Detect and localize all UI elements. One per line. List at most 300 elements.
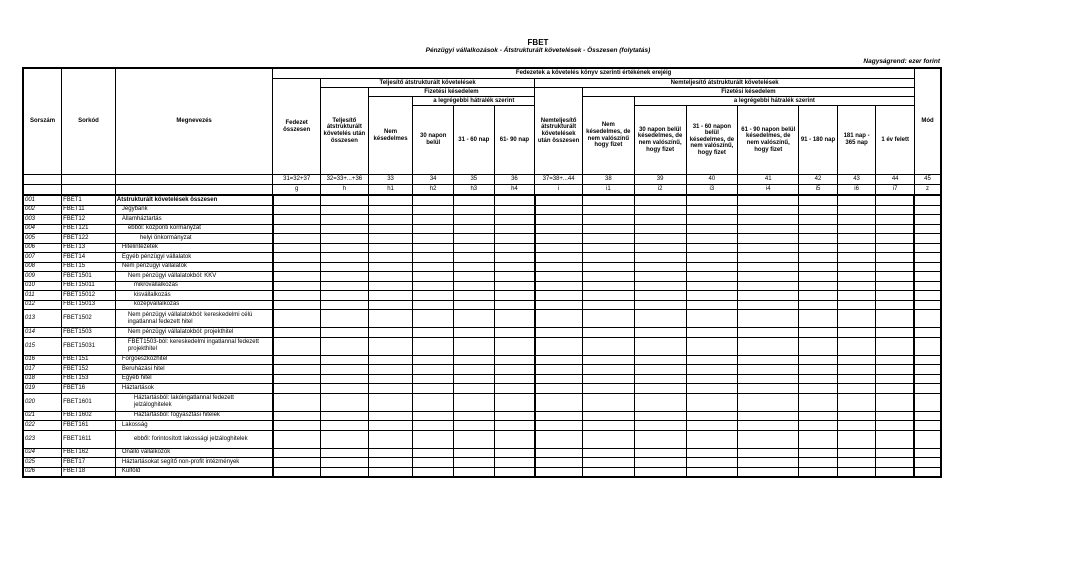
data-cell[interactable]	[686, 310, 738, 328]
data-cell[interactable]	[634, 421, 686, 431]
data-cell[interactable]	[413, 393, 454, 411]
data-cell[interactable]	[321, 291, 369, 301]
data-cell[interactable]	[686, 430, 738, 448]
data-cell[interactable]	[799, 430, 838, 448]
data-cell[interactable]	[582, 300, 634, 310]
data-cell[interactable]	[686, 272, 738, 282]
data-cell[interactable]	[413, 215, 454, 225]
data-cell[interactable]	[368, 411, 413, 421]
data-cell[interactable]	[582, 421, 634, 431]
data-cell[interactable]	[535, 374, 583, 384]
data-cell[interactable]	[876, 393, 915, 411]
data-cell[interactable]	[273, 310, 321, 328]
data-cell[interactable]	[413, 467, 454, 477]
data-cell[interactable]	[738, 215, 799, 225]
data-cell[interactable]	[914, 262, 941, 272]
data-cell[interactable]	[686, 448, 738, 458]
data-cell[interactable]	[876, 337, 915, 355]
data-cell[interactable]	[454, 411, 495, 421]
data-cell[interactable]	[413, 281, 454, 291]
data-cell[interactable]	[738, 234, 799, 244]
data-cell[interactable]	[535, 234, 583, 244]
data-cell[interactable]	[273, 215, 321, 225]
data-cell[interactable]	[837, 430, 876, 448]
data-cell[interactable]	[837, 291, 876, 301]
data-cell[interactable]	[273, 262, 321, 272]
data-cell[interactable]	[413, 365, 454, 375]
data-cell[interactable]	[413, 253, 454, 263]
data-cell[interactable]	[413, 262, 454, 272]
data-cell[interactable]	[634, 448, 686, 458]
data-cell[interactable]	[368, 291, 413, 301]
data-cell[interactable]	[413, 374, 454, 384]
data-cell[interactable]	[273, 365, 321, 375]
data-cell[interactable]	[454, 215, 495, 225]
data-cell[interactable]	[535, 393, 583, 411]
data-cell[interactable]	[582, 328, 634, 338]
data-cell[interactable]	[413, 234, 454, 244]
data-cell[interactable]	[368, 262, 413, 272]
data-cell[interactable]	[799, 300, 838, 310]
data-cell[interactable]	[321, 300, 369, 310]
data-cell[interactable]	[273, 421, 321, 431]
data-cell[interactable]	[837, 467, 876, 477]
data-cell[interactable]	[454, 310, 495, 328]
data-cell[interactable]	[799, 421, 838, 431]
data-cell[interactable]	[494, 355, 535, 365]
data-cell[interactable]	[494, 384, 535, 394]
data-cell[interactable]	[494, 234, 535, 244]
data-cell[interactable]	[494, 467, 535, 477]
data-cell[interactable]	[454, 458, 495, 468]
data-cell[interactable]	[686, 374, 738, 384]
data-cell[interactable]	[738, 310, 799, 328]
data-cell[interactable]	[413, 195, 454, 205]
data-cell[interactable]	[686, 411, 738, 421]
data-cell[interactable]	[634, 393, 686, 411]
data-cell[interactable]	[368, 195, 413, 205]
data-cell[interactable]	[634, 337, 686, 355]
data-cell[interactable]	[634, 365, 686, 375]
data-cell[interactable]	[634, 467, 686, 477]
data-cell[interactable]	[837, 337, 876, 355]
data-cell[interactable]	[273, 224, 321, 234]
data-cell[interactable]	[876, 205, 915, 215]
data-cell[interactable]	[876, 234, 915, 244]
data-cell[interactable]	[582, 215, 634, 225]
data-cell[interactable]	[686, 355, 738, 365]
data-cell[interactable]	[535, 195, 583, 205]
data-cell[interactable]	[494, 365, 535, 375]
data-cell[interactable]	[686, 195, 738, 205]
data-cell[interactable]	[914, 421, 941, 431]
data-cell[interactable]	[321, 355, 369, 365]
data-cell[interactable]	[535, 421, 583, 431]
data-cell[interactable]	[368, 328, 413, 338]
data-cell[interactable]	[837, 355, 876, 365]
data-cell[interactable]	[686, 337, 738, 355]
data-cell[interactable]	[837, 384, 876, 394]
data-cell[interactable]	[738, 374, 799, 384]
data-cell[interactable]	[799, 467, 838, 477]
data-cell[interactable]	[535, 467, 583, 477]
data-cell[interactable]	[837, 365, 876, 375]
data-cell[interactable]	[837, 328, 876, 338]
data-cell[interactable]	[738, 272, 799, 282]
data-cell[interactable]	[914, 365, 941, 375]
data-cell[interactable]	[634, 374, 686, 384]
data-cell[interactable]	[454, 291, 495, 301]
data-cell[interactable]	[273, 243, 321, 253]
data-cell[interactable]	[738, 262, 799, 272]
data-cell[interactable]	[321, 243, 369, 253]
data-cell[interactable]	[535, 205, 583, 215]
data-cell[interactable]	[686, 243, 738, 253]
data-cell[interactable]	[876, 458, 915, 468]
data-cell[interactable]	[494, 430, 535, 448]
data-cell[interactable]	[914, 393, 941, 411]
data-cell[interactable]	[914, 328, 941, 338]
data-cell[interactable]	[535, 291, 583, 301]
data-cell[interactable]	[494, 224, 535, 234]
data-cell[interactable]	[454, 281, 495, 291]
data-cell[interactable]	[837, 310, 876, 328]
data-cell[interactable]	[634, 195, 686, 205]
data-cell[interactable]	[686, 365, 738, 375]
data-cell[interactable]	[799, 337, 838, 355]
data-cell[interactable]	[454, 337, 495, 355]
data-cell[interactable]	[686, 300, 738, 310]
data-cell[interactable]	[634, 310, 686, 328]
data-cell[interactable]	[273, 393, 321, 411]
data-cell[interactable]	[837, 215, 876, 225]
data-cell[interactable]	[634, 430, 686, 448]
data-cell[interactable]	[454, 205, 495, 215]
data-cell[interactable]	[686, 467, 738, 477]
data-cell[interactable]	[582, 393, 634, 411]
data-cell[interactable]	[914, 253, 941, 263]
data-cell[interactable]	[837, 224, 876, 234]
data-cell[interactable]	[634, 300, 686, 310]
data-cell[interactable]	[582, 224, 634, 234]
data-cell[interactable]	[321, 328, 369, 338]
data-cell[interactable]	[914, 300, 941, 310]
data-cell[interactable]	[686, 253, 738, 263]
data-cell[interactable]	[634, 243, 686, 253]
data-cell[interactable]	[454, 393, 495, 411]
data-cell[interactable]	[494, 421, 535, 431]
data-cell[interactable]	[634, 234, 686, 244]
data-cell[interactable]	[686, 458, 738, 468]
data-cell[interactable]	[799, 384, 838, 394]
data-cell[interactable]	[876, 272, 915, 282]
data-cell[interactable]	[535, 448, 583, 458]
data-cell[interactable]	[799, 458, 838, 468]
data-cell[interactable]	[535, 262, 583, 272]
data-cell[interactable]	[738, 253, 799, 263]
data-cell[interactable]	[634, 281, 686, 291]
data-cell[interactable]	[454, 195, 495, 205]
data-cell[interactable]	[876, 262, 915, 272]
data-cell[interactable]	[686, 224, 738, 234]
data-cell[interactable]	[876, 467, 915, 477]
data-cell[interactable]	[454, 224, 495, 234]
data-cell[interactable]	[494, 215, 535, 225]
data-cell[interactable]	[738, 421, 799, 431]
data-cell[interactable]	[799, 243, 838, 253]
data-cell[interactable]	[634, 328, 686, 338]
data-cell[interactable]	[321, 281, 369, 291]
data-cell[interactable]	[368, 224, 413, 234]
data-cell[interactable]	[454, 384, 495, 394]
data-cell[interactable]	[368, 448, 413, 458]
data-cell[interactable]	[535, 243, 583, 253]
data-cell[interactable]	[535, 215, 583, 225]
data-cell[interactable]	[321, 205, 369, 215]
data-cell[interactable]	[494, 291, 535, 301]
data-cell[interactable]	[368, 384, 413, 394]
data-cell[interactable]	[914, 215, 941, 225]
data-cell[interactable]	[876, 195, 915, 205]
data-cell[interactable]	[634, 458, 686, 468]
data-cell[interactable]	[454, 430, 495, 448]
data-cell[interactable]	[799, 310, 838, 328]
data-cell[interactable]	[582, 384, 634, 394]
data-cell[interactable]	[494, 411, 535, 421]
data-cell[interactable]	[738, 243, 799, 253]
data-cell[interactable]	[837, 205, 876, 215]
data-cell[interactable]	[273, 195, 321, 205]
data-cell[interactable]	[535, 384, 583, 394]
data-cell[interactable]	[876, 291, 915, 301]
data-cell[interactable]	[368, 281, 413, 291]
data-cell[interactable]	[494, 448, 535, 458]
data-cell[interactable]	[837, 234, 876, 244]
data-cell[interactable]	[686, 262, 738, 272]
data-cell[interactable]	[454, 234, 495, 244]
data-cell[interactable]	[413, 243, 454, 253]
data-cell[interactable]	[738, 467, 799, 477]
data-cell[interactable]	[914, 430, 941, 448]
data-cell[interactable]	[321, 215, 369, 225]
data-cell[interactable]	[454, 365, 495, 375]
data-cell[interactable]	[494, 262, 535, 272]
data-cell[interactable]	[582, 243, 634, 253]
data-cell[interactable]	[321, 458, 369, 468]
data-cell[interactable]	[413, 291, 454, 301]
data-cell[interactable]	[799, 234, 838, 244]
data-cell[interactable]	[321, 262, 369, 272]
data-cell[interactable]	[799, 224, 838, 234]
data-cell[interactable]	[535, 337, 583, 355]
data-cell[interactable]	[837, 253, 876, 263]
data-cell[interactable]	[914, 467, 941, 477]
data-cell[interactable]	[535, 310, 583, 328]
data-cell[interactable]	[273, 300, 321, 310]
data-cell[interactable]	[582, 448, 634, 458]
data-cell[interactable]	[582, 253, 634, 263]
data-cell[interactable]	[273, 411, 321, 421]
data-cell[interactable]	[914, 272, 941, 282]
data-cell[interactable]	[837, 262, 876, 272]
data-cell[interactable]	[413, 355, 454, 365]
data-cell[interactable]	[413, 272, 454, 282]
data-cell[interactable]	[582, 337, 634, 355]
data-cell[interactable]	[876, 310, 915, 328]
data-cell[interactable]	[738, 328, 799, 338]
data-cell[interactable]	[799, 448, 838, 458]
data-cell[interactable]	[582, 281, 634, 291]
data-cell[interactable]	[535, 328, 583, 338]
data-cell[interactable]	[321, 272, 369, 282]
data-cell[interactable]	[454, 355, 495, 365]
data-cell[interactable]	[686, 393, 738, 411]
data-cell[interactable]	[368, 421, 413, 431]
data-cell[interactable]	[273, 291, 321, 301]
data-cell[interactable]	[634, 411, 686, 421]
data-cell[interactable]	[876, 355, 915, 365]
data-cell[interactable]	[535, 365, 583, 375]
data-cell[interactable]	[454, 328, 495, 338]
data-cell[interactable]	[686, 234, 738, 244]
data-cell[interactable]	[876, 421, 915, 431]
data-cell[interactable]	[914, 224, 941, 234]
data-cell[interactable]	[454, 262, 495, 272]
data-cell[interactable]	[413, 310, 454, 328]
data-cell[interactable]	[321, 195, 369, 205]
data-cell[interactable]	[368, 374, 413, 384]
data-cell[interactable]	[273, 430, 321, 448]
data-cell[interactable]	[914, 458, 941, 468]
data-cell[interactable]	[413, 384, 454, 394]
data-cell[interactable]	[837, 272, 876, 282]
data-cell[interactable]	[738, 448, 799, 458]
data-cell[interactable]	[494, 205, 535, 215]
data-cell[interactable]	[876, 430, 915, 448]
data-cell[interactable]	[914, 448, 941, 458]
data-cell[interactable]	[321, 384, 369, 394]
data-cell[interactable]	[738, 411, 799, 421]
data-cell[interactable]	[582, 262, 634, 272]
data-cell[interactable]	[876, 328, 915, 338]
data-cell[interactable]	[582, 291, 634, 301]
data-cell[interactable]	[876, 411, 915, 421]
data-cell[interactable]	[535, 411, 583, 421]
data-cell[interactable]	[273, 337, 321, 355]
data-cell[interactable]	[799, 393, 838, 411]
data-cell[interactable]	[799, 374, 838, 384]
data-cell[interactable]	[799, 205, 838, 215]
data-cell[interactable]	[454, 374, 495, 384]
data-cell[interactable]	[494, 310, 535, 328]
data-cell[interactable]	[368, 355, 413, 365]
data-cell[interactable]	[413, 300, 454, 310]
data-cell[interactable]	[634, 272, 686, 282]
data-cell[interactable]	[738, 281, 799, 291]
data-cell[interactable]	[914, 195, 941, 205]
data-cell[interactable]	[535, 458, 583, 468]
data-cell[interactable]	[738, 195, 799, 205]
data-cell[interactable]	[634, 215, 686, 225]
data-cell[interactable]	[738, 430, 799, 448]
data-cell[interactable]	[686, 291, 738, 301]
data-cell[interactable]	[494, 243, 535, 253]
data-cell[interactable]	[799, 365, 838, 375]
data-cell[interactable]	[799, 253, 838, 263]
data-cell[interactable]	[876, 281, 915, 291]
data-cell[interactable]	[837, 300, 876, 310]
data-cell[interactable]	[914, 411, 941, 421]
data-cell[interactable]	[535, 355, 583, 365]
data-cell[interactable]	[368, 310, 413, 328]
data-cell[interactable]	[837, 458, 876, 468]
data-cell[interactable]	[535, 272, 583, 282]
data-cell[interactable]	[634, 384, 686, 394]
data-cell[interactable]	[738, 458, 799, 468]
data-cell[interactable]	[876, 365, 915, 375]
data-cell[interactable]	[582, 205, 634, 215]
data-cell[interactable]	[686, 205, 738, 215]
data-cell[interactable]	[273, 253, 321, 263]
data-cell[interactable]	[738, 355, 799, 365]
data-cell[interactable]	[799, 195, 838, 205]
data-cell[interactable]	[535, 253, 583, 263]
data-cell[interactable]	[494, 195, 535, 205]
data-cell[interactable]	[413, 328, 454, 338]
data-cell[interactable]	[368, 467, 413, 477]
data-cell[interactable]	[686, 281, 738, 291]
data-cell[interactable]	[368, 253, 413, 263]
data-cell[interactable]	[837, 374, 876, 384]
data-cell[interactable]	[799, 291, 838, 301]
data-cell[interactable]	[273, 234, 321, 244]
data-cell[interactable]	[368, 337, 413, 355]
data-cell[interactable]	[837, 243, 876, 253]
data-cell[interactable]	[799, 328, 838, 338]
data-cell[interactable]	[799, 355, 838, 365]
data-cell[interactable]	[368, 234, 413, 244]
data-cell[interactable]	[321, 374, 369, 384]
data-cell[interactable]	[273, 384, 321, 394]
data-cell[interactable]	[494, 272, 535, 282]
data-cell[interactable]	[914, 384, 941, 394]
data-cell[interactable]	[876, 300, 915, 310]
data-cell[interactable]	[368, 365, 413, 375]
data-cell[interactable]	[368, 458, 413, 468]
data-cell[interactable]	[738, 384, 799, 394]
data-cell[interactable]	[273, 205, 321, 215]
data-cell[interactable]	[634, 291, 686, 301]
data-cell[interactable]	[914, 243, 941, 253]
data-cell[interactable]	[413, 224, 454, 234]
data-cell[interactable]	[368, 300, 413, 310]
data-cell[interactable]	[582, 365, 634, 375]
data-cell[interactable]	[914, 291, 941, 301]
data-cell[interactable]	[582, 411, 634, 421]
data-cell[interactable]	[368, 272, 413, 282]
data-cell[interactable]	[582, 310, 634, 328]
data-cell[interactable]	[686, 215, 738, 225]
data-cell[interactable]	[273, 355, 321, 365]
data-cell[interactable]	[273, 448, 321, 458]
data-cell[interactable]	[837, 448, 876, 458]
data-cell[interactable]	[634, 205, 686, 215]
data-cell[interactable]	[413, 448, 454, 458]
data-cell[interactable]	[273, 467, 321, 477]
data-cell[interactable]	[876, 448, 915, 458]
data-cell[interactable]	[876, 253, 915, 263]
data-cell[interactable]	[582, 374, 634, 384]
